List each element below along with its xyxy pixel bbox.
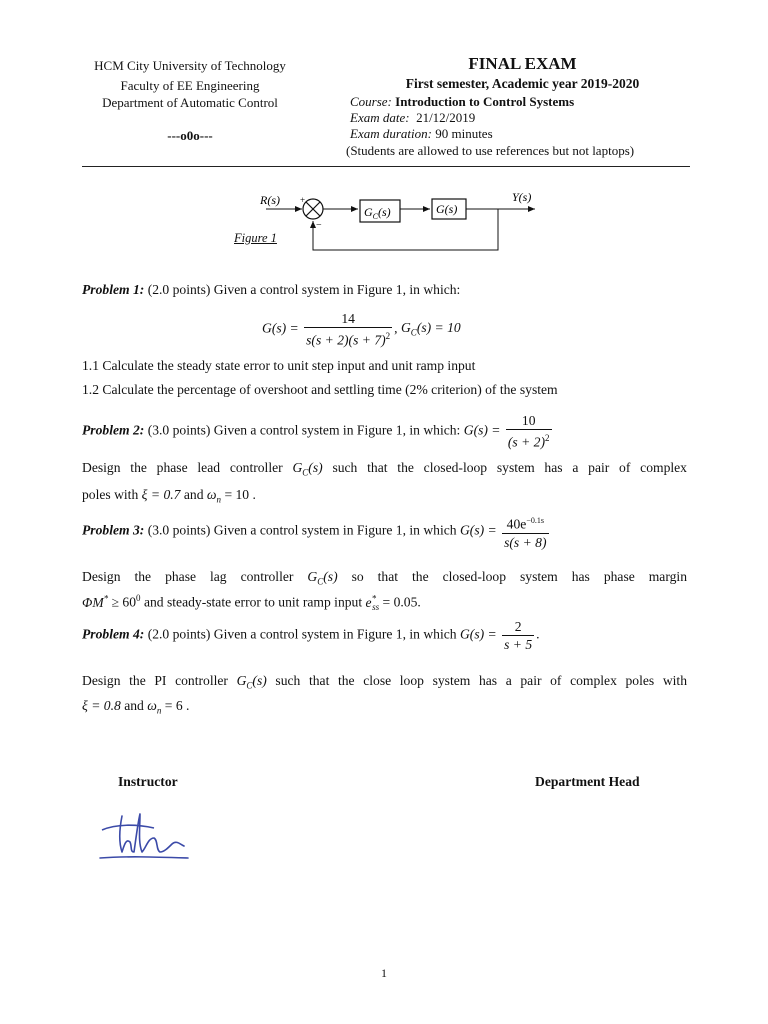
problem-2-body-line-2: poles with ξ = 0.7 and $\omega_n = 10$ . <box>82 487 256 505</box>
exam-title: FINAL EXAM <box>468 54 577 73</box>
problem-3-ess: $e^*_{ss}$ <box>365 593 380 613</box>
input-label: R(s) <box>260 193 280 207</box>
problem-1-question-2: 1.2 Calculate the percentage of overshoot and settling time (2% criterion) of the system <box>82 382 558 397</box>
minus-sign: − <box>316 220 322 231</box>
problem-3-body-line-2: $\Phi M^* \ge 60^0$ and steady-state error to unit ramp input $e^*_{ss} = 0.05$. <box>82 593 421 613</box>
exam-note: (Students are allowed to use references but not laptops) <box>346 143 635 158</box>
block-diagram <box>230 186 550 258</box>
figure-caption: Figure 1 <box>234 231 277 245</box>
instructor-signature <box>96 808 196 864</box>
feedback-path <box>313 209 498 250</box>
department-name: Department of Automatic Control <box>102 95 278 110</box>
instructor-title: Instructor <box>118 774 178 789</box>
controller-label: $G_C(s)$ <box>364 205 391 221</box>
problem-3-numerator: $40e^{-0.1s}$ <box>502 512 548 534</box>
problem-1-numerator: 14 <box>304 310 392 328</box>
problem-4-text: Given a control system in Figure 1, in which <box>213 626 457 642</box>
problem-4-denominator: s + 5 <box>504 637 533 652</box>
problem-3-gc: $G_C(s)$ <box>307 569 338 587</box>
problem-1-eq-lhs: G(s) = <box>262 320 299 336</box>
problem-3-phase-margin: ΦM* <box>82 593 109 610</box>
problem-4-label: Problem 4: <box>82 626 145 642</box>
problem-2-eq-lhs: G(s) = <box>463 422 501 438</box>
semester: First semester, Academic year 2019-2020 <box>405 76 640 91</box>
problem-1-label: Problem 1: <box>82 282 145 297</box>
page-number: 1 <box>381 966 387 980</box>
problem-1-denominator: $s(s + 2)(s + 7)^2$ <box>306 331 391 348</box>
problem-3-heading <box>82 512 551 551</box>
problem-3-points: (3.0 points) <box>147 522 211 538</box>
problem-1-fraction <box>304 310 392 349</box>
problem-2-heading <box>82 412 554 451</box>
problem-2-gc: $G_C(s)$ <box>292 460 323 478</box>
problem-4-points: (2.0 points) <box>147 626 211 642</box>
exam-duration-value: 90 minutes <box>435 126 493 141</box>
problem-1-text: Given a control system in Figure 1, in which: <box>213 282 461 297</box>
problem-4-eq-lhs: G(s) = <box>459 626 497 642</box>
plant-label: G(s) <box>436 202 458 216</box>
problem-2-denominator: $(s + 2)^2$ <box>507 433 550 450</box>
problem-3-eq-lhs: G(s) = <box>459 522 497 538</box>
problem-3-fraction <box>502 512 548 551</box>
problem-4-fraction <box>502 618 534 653</box>
faculty-name: Faculty of EE Engineering <box>120 78 260 93</box>
problem-4-heading: Problem 4: (2.0 points) Given a control system in Figure 1, in which G(s) = $\frac{2}{s + 5}$ . <box>82 619 540 652</box>
problem-2-body-line-1: Design the phase lead controller $G_C(s)$ such that the closed-loop system has a pair of complex <box>82 460 687 478</box>
course-label: Course: <box>350 94 392 109</box>
problem-3-denominator: s(s + 8) <box>504 534 547 550</box>
exam-duration-line <box>350 126 493 143</box>
problem-1-points: (2.0 points) <box>147 282 211 297</box>
exam-date-line <box>350 110 475 127</box>
plus-sign: + <box>300 195 306 205</box>
course-line <box>350 94 574 111</box>
problem-4-body-line-1: Design the PI controller $G_C(s)$ such that the close loop system has a pair of complex poles with <box>82 673 687 691</box>
exam-duration-label: Exam duration: <box>350 126 432 141</box>
problem-2-label: Problem 2: <box>82 422 145 438</box>
problem-2-points: (3.0 points) <box>147 422 211 438</box>
exam-date-value: 21/12/2019 <box>416 110 476 125</box>
header-divider <box>82 166 690 167</box>
problem-1-gc: $G_C(s) = 10$ <box>400 320 461 339</box>
university-name: HCM City University of Technology <box>94 58 286 73</box>
problem-2-omega: $\omega_n$ <box>206 487 222 505</box>
course-value: Introduction to Control Systems <box>395 94 575 109</box>
problem-1-heading <box>82 281 687 299</box>
problem-3-text: Given a control system in Figure 1, in which <box>213 522 457 538</box>
department-head-title: Department Head <box>535 774 640 789</box>
problem-4-body-line-2: ξ = 0.8 and $\omega_n = 6$ . <box>82 698 190 716</box>
problem-2-xi: ξ = 0.7 <box>141 487 181 502</box>
problem-2-numerator: 10 <box>506 412 552 430</box>
ornament: ---o0o--- <box>167 128 213 143</box>
problem-3-body-line-1: Design the phase lag controller $G_C(s)$ so that the closed-loop system has phase margin <box>82 569 687 587</box>
problem-2-text: Given a control system in Figure 1, in which: <box>213 422 461 438</box>
exam-date-label: Exam date: <box>350 110 410 125</box>
problem-3-label: Problem 3: <box>82 522 145 538</box>
problem-4-xi: ξ = 0.8 <box>82 698 121 713</box>
problem-4-omega: $\omega_n$ <box>147 698 162 716</box>
problem-1-equation: G(s) = $\frac{14}{s(s + 2)(s + 7)^2}$ , $G_C(s) = 10$ <box>262 311 461 348</box>
output-label: Y(s) <box>512 190 532 204</box>
problem-1-question-1: 1.1 Calculate the steady state error to unit step input and unit ramp input <box>82 358 476 373</box>
problem-4-gc: $G_C(s)$ <box>236 673 267 691</box>
problem-4-numerator: 2 <box>502 618 534 636</box>
problem-2-fraction <box>506 412 552 451</box>
